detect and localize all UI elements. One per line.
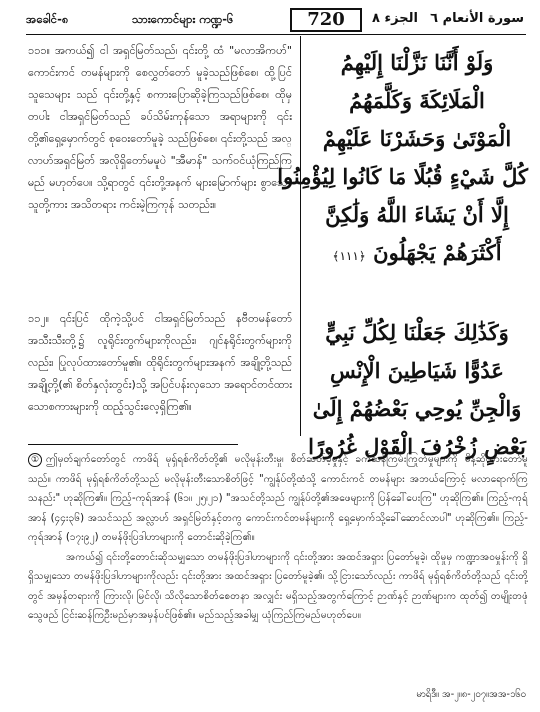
- column-divider: [300, 36, 301, 436]
- arabic-line: عَدُوًّا شَيَاطِينَ الْإِنْسِ: [330, 358, 504, 383]
- arabic-line: كُلَّ شَيْءٍ قُبُلًا مَا كَانُوا لِيُؤْمِنُوا: [277, 164, 528, 189]
- header-juz: الجزء ٨: [372, 11, 418, 26]
- arabic-line: وَالْجِنِّ يُوحِي بَعْضُهُمْ إِلَىٰ: [312, 396, 522, 421]
- header-surah-myanmar: သားကောင်များ ကဏ္ဍ-၆: [132, 12, 234, 26]
- source-reference: မာရိဒီ။ အ-၂၊၊၈-၂၀၇၊၊အအ-၁၆၀: [416, 689, 526, 700]
- verse-112-text: ၁၁၂။ ၎င်းပြင် ထိုကဲ့သို့ပင် ငါအရှင်မြတ်သည် နဗီတမန်တော်အသီးသီးတို့၌ လူရိုင်းတွက်များကိုလည်း၊ ဂျင်နရိုင်းတွက်များကိုလည်း၊ ပြုလုပ်ထားတော်မူ၏။ ထိုရိုင်းတွက်များအနက် အချို့တို့သည် အချို့တို့(၏ စိတ်နှလုံးတွင်း)သို့ အပြင်ပန်းလှသော အရောင်တင်ထားသောစကားများကို ထည့်သွင်းလေ့ရှိကြ၏။: [28, 312, 292, 413]
- arabic-line: الْمَوْتَىٰ وَحَشَرْنَا عَلَيْهِمْ: [322, 126, 512, 151]
- verse-111-translation: [28, 40, 292, 216]
- footnote-para-1: [28, 450, 528, 548]
- ayah-number: ١١١: [339, 249, 359, 263]
- footnote-para-2: အကယ်၍ ၎င်းတို့တောင်းဆိုသမျှသော တမန်ဖိုးပြဒါဟာများကို ၎င်းတို့အား အထင်အရှား ပြတော်မူခဲ့၊ ထိုမှုမှ ကဏ္ဍာအဝမှုန်းကို ရှိရှိသမျှသော တမန်ဖိုးပြဒါဟာများကိုလည်း ၎င်းတို့အား အထင်အရှား ပြတော်မူခဲ့၏၊ သို့ငြားသော်လည်း ကာဖိရ် မုရှ်ရစ်ကိတ်တို့သည် ၎င်းတို့တွင် အမှန်တရားကို ကြားလို၊ မြင်လို၊ သိလိုသောစိတ်စေတနာ အလျှင်း မရှိသည့်အတွက်ကြောင့် ဉာဏ်နှင့် ဉာဏ်များက ထုတ်၍ တမျိုးတဖုံ သွေဖည် ငြင်းဆန်ကြဦးမည်မှာအမှန်ပင်ဖြစ်၏။ မည်သည့်အခါမျှ ယုံကြည်ကြမည်မဟုတ်ပေ။: [28, 551, 528, 621]
- arabic-line: وَكَذَٰلِكَ جَعَلْنَا لِكُلِّ نَبِيٍّ: [325, 320, 509, 345]
- arabic-line-text: أَكْثَرَهُمْ يَجْهَلُونَ: [373, 240, 502, 265]
- arabic-line-last: [306, 234, 528, 272]
- footnote-text-1: ဤမှတ်ချက်တော်တွင် ကာဖိရ် မုရှ်ရစ်ကိတ်တို့၏ မလိုမုန်းတီးမှု၊ စိတ်ဆတ်ခဲ့မှုနှင့် ခက်ထန်ကြမ်းကြုတ်မှုများကို မိန့်ဆိုထားတော်မူသည်။ ကာဖိရ် မုရှ်ရစ်ကိတ်တို့သည် မလိုမုန်းတီးသောစိတ်ဖြင့် "ကျွန်ုပ်တို့ထံသို့ ကောင်းကင် တမန်များ အဘယ်ကြောင့် မလာရောက်ကြသနည်း" ဟုဆိုကြ၏။ ကြည့်-ကုရ်အာန် (၆၁၊၊ ၂၅၊၂၁) "အသင်တို့သည် ကျွန်ုပ်တို့၏အဖေများကို ပြန်ခေါ်ပေးကြ" ဟုဆိုကြ၏။ ကြည့်-ကုရ်အာန် (၄၄း၃၆) အသင်သည် အလ္လာဟ် အရှင်မြတ်နှင့်တကွ ကောင်းကင်တမန်များကို ရှေ့မှောက်သို့ခေါ်ဆောင်လာပါ" ဟုဆိုကြ၏။ ကြည့်-ကုရ်အာန် (၁၇း၉၂) တမန်ဖိုးပြဒါဟာများကို တောင်းဆိုခဲ့ကြ၏။: [28, 454, 528, 543]
- header-chapter-ref: အခေါင်-၈: [26, 12, 69, 26]
- page-number: 720: [290, 8, 362, 32]
- page-header: [26, 8, 526, 34]
- footnote-marker: ①: [28, 453, 42, 467]
- verse-111-text: ၁၁၁။ အကယ်၍ ငါ အရှင်မြတ်သည်၊ ၎င်းတို့ ထံ "မလာအိကဟ်" ကောင်းကင် တမန်များကို စေလွှတ်တော် မူခဲ့သည်ဖြစ်စေ၊ ထို့ပြင် သူသေများ သည် ၎င်းတို့နှင့် စကားပြောဆိုခဲ့ကြသည်ဖြစ်စေ၊ ထိုမှတပါး ငါအရှင်မြတ်သည် ခပ်သိမ်းကုန်သော အရာများကို ၎င်းတို့၏ရှေ့မှောက်တွင် စုဝေးတော်မူခဲ့ သည်ဖြစ်စေ၊ ၎င်းတို့သည် အလ္လာဟ်အရှင်မြတ် အလိုရှိတော်မမူပဲ "အီမာန်" သက်ဝင်ယုံကြည်ကြမည် မဟုတ်ပေ။ သို့ရာတွင် ၎င်းတို့အနက် များမြောက်များ စွာသော သူတို့ကား အသိတရား ကင်းမဲ့ကြကုန် သတည်း။: [28, 44, 292, 211]
- arabic-line: بَعْضٍ زُخْرُفَ الْقَوْلِ غُرُورًا: [308, 434, 526, 459]
- verse-111-arabic: [277, 44, 528, 272]
- ayah-number-marker: ﴿١١١﴾: [332, 249, 366, 263]
- verse-112-translation: [28, 308, 292, 418]
- arabic-line: إِلَّا أَنْ يَشَاءَ اللَّهُ وَلَٰكِنَّ: [325, 202, 509, 227]
- verse-112-arabic: [306, 314, 528, 466]
- header-surah-arabic: سورة الأنعام ٦: [430, 11, 524, 26]
- arabic-line: الْمَلَائِكَةَ وَكَلَّمَهُمُ: [349, 88, 485, 113]
- footnote: [28, 450, 528, 626]
- header-rule: [26, 34, 526, 35]
- arabic-line: وَلَوْ أَنَّنَا نَزَّلْنَا إِلَيْهِمُ: [340, 50, 494, 75]
- footnote-rule: [28, 444, 238, 445]
